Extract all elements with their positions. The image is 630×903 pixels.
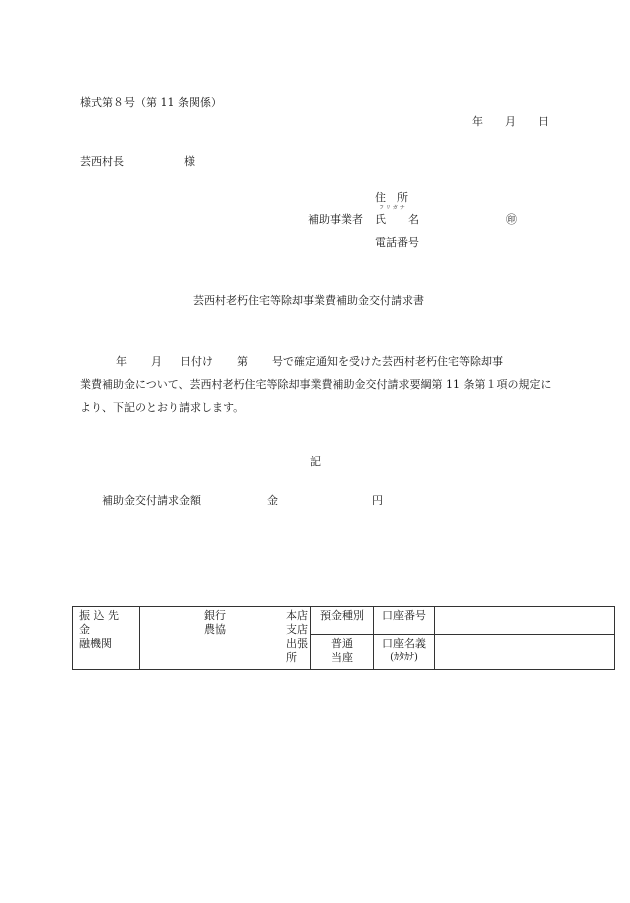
account-number-header: [374, 607, 435, 635]
branch-type-sub: 出張所: [286, 637, 308, 664]
deposit-type-options: [311, 635, 374, 670]
account-name-header: [374, 635, 435, 670]
form-number: 様式第８号（第 11 条関係）: [80, 96, 222, 109]
seal-mark: ㊞: [506, 213, 517, 226]
applicant-phone-label: 電話番号: [375, 236, 419, 249]
date-year-label: 年: [472, 115, 483, 128]
date-line: [472, 116, 549, 127]
body-year-label: 年: [116, 355, 127, 368]
body-line-2: 業費補助金について、芸西村老朽住宅等除却事業費補助金交付請求要綱第 11 条第１項の規定に: [80, 378, 552, 391]
deposit-type-label: 預金種別: [320, 609, 364, 622]
date-month-label: 月: [505, 115, 516, 128]
bank-type-coop: 農協: [204, 623, 226, 636]
addressee-honorific: 様: [184, 155, 195, 168]
body-no-prefix: 第: [237, 355, 248, 368]
applicant-furigana-label: フリガナ: [379, 205, 407, 211]
bank-transfer-table: [72, 606, 615, 670]
document-title: 芸西村老朽住宅等除却事業費補助金交付請求書: [193, 294, 424, 307]
account-number-label: 口座番号: [382, 609, 426, 622]
deposit-ordinary[interactable]: 普通: [331, 637, 353, 651]
addressee: [80, 156, 195, 167]
body-line-1-text: 号で確定通知を受けた芸西村老朽住宅等除却事: [272, 355, 503, 368]
request-amount-line: [102, 495, 383, 506]
request-amount-prefix: 金: [267, 494, 278, 507]
bank-header-line-2: 融機関: [79, 637, 112, 650]
body-month-label: 月: [151, 355, 162, 368]
branch-type-main: 本店: [286, 609, 308, 622]
applicant-role-label: 補助事業者: [308, 213, 363, 226]
bank-type-bank: 銀行: [204, 609, 226, 622]
deposit-type-header: [311, 607, 374, 635]
account-number-value[interactable]: [435, 607, 615, 635]
bank-header-line-1: 振 込 先 金: [79, 609, 119, 636]
branch-type-branch: 支店: [286, 623, 308, 636]
body-paragraph: [80, 350, 554, 419]
addressee-name: 芸西村長: [80, 155, 124, 168]
body-dated-label: 日付け: [180, 355, 213, 368]
ki-heading: 記: [310, 455, 321, 468]
request-amount-unit: 円: [372, 494, 383, 507]
account-name-kana-note: (ｶﾀｶﾅ): [390, 652, 418, 664]
applicant-address-label: 住 所: [375, 191, 408, 204]
applicant-name-label: 氏 名: [375, 213, 419, 226]
request-amount-label: 補助金交付請求金額: [102, 494, 201, 507]
bank-name-cell: [140, 607, 311, 670]
body-line-1: [80, 350, 554, 373]
account-name-label: 口座名義: [382, 637, 426, 651]
bank-header-cell: [73, 607, 140, 670]
date-day-label: 日: [538, 115, 549, 128]
deposit-current[interactable]: 当座: [331, 651, 353, 665]
account-name-value[interactable]: [435, 635, 615, 670]
body-line-3: より、下記のとおり請求します。: [80, 401, 245, 414]
